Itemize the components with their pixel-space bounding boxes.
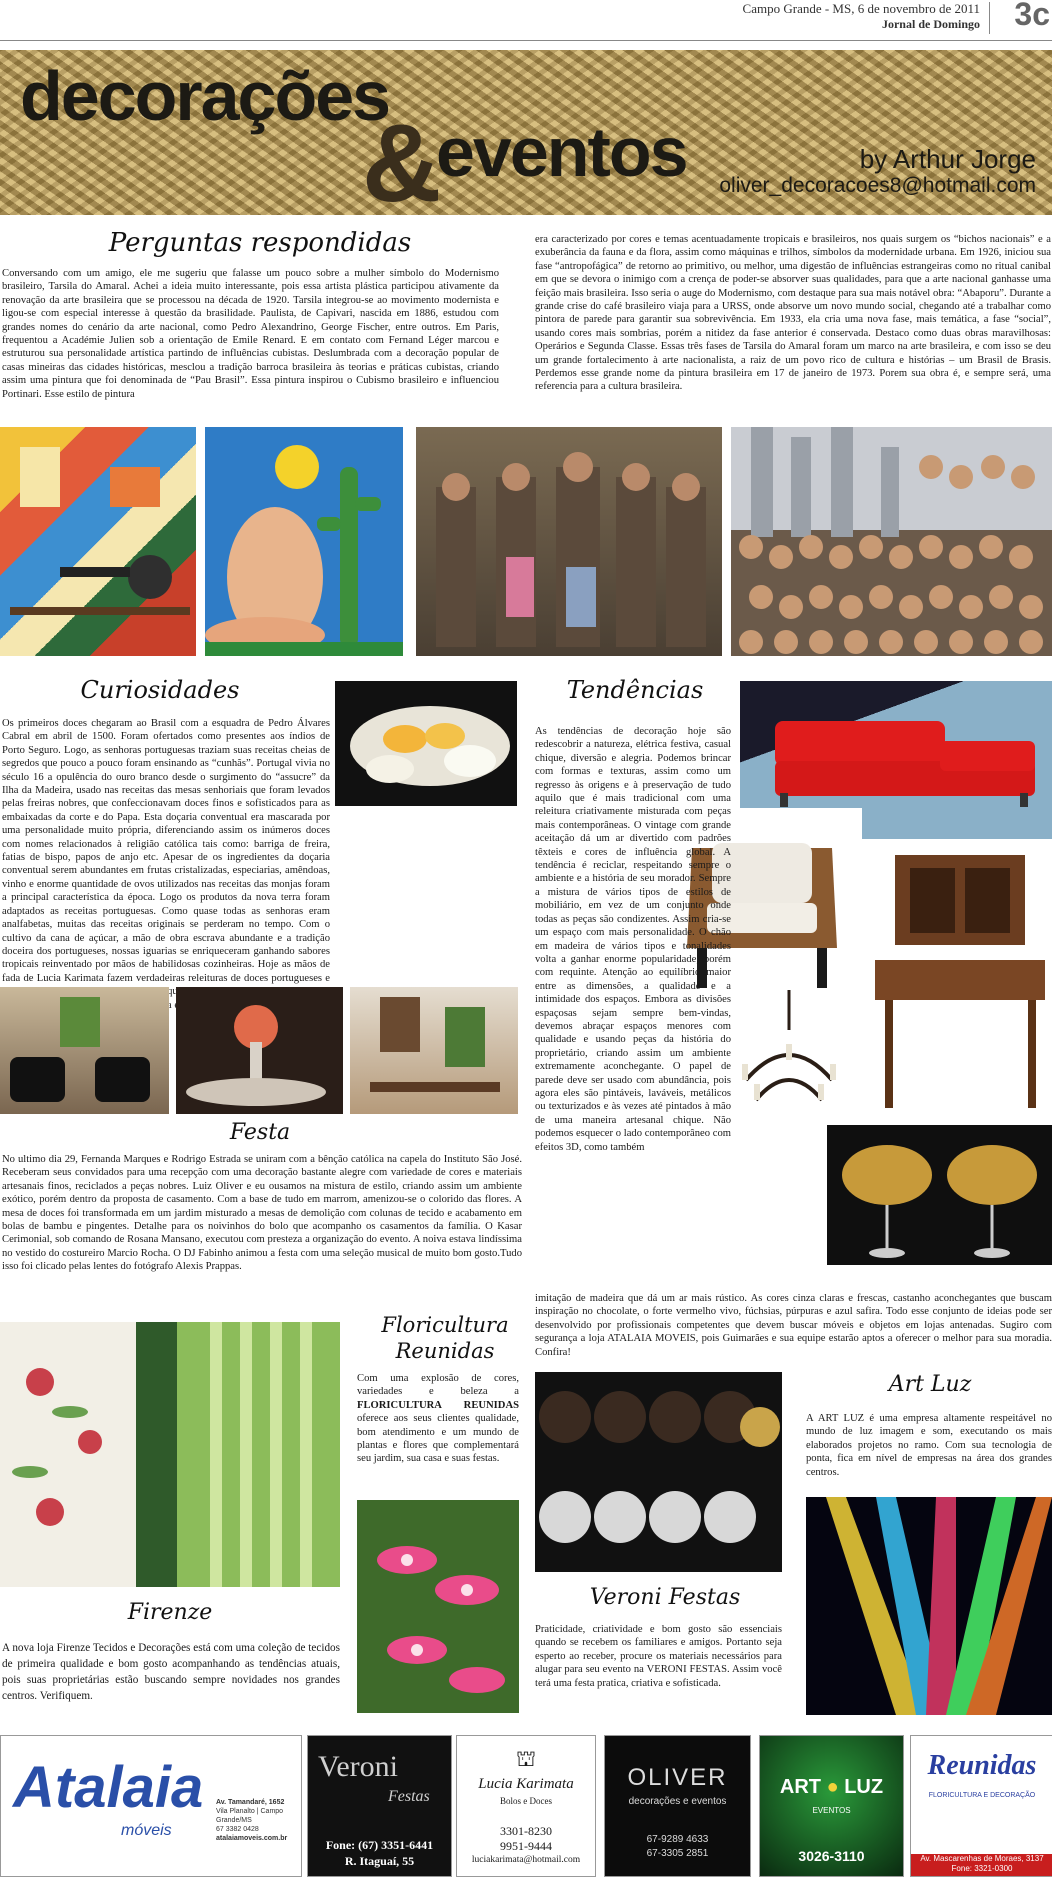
tendencias-body1-part-a — [535, 725, 731, 1154]
plates-shapes — [535, 1372, 782, 1572]
operarios-faces — [731, 427, 1052, 656]
photo-gold-lamps — [827, 1125, 1052, 1265]
floricultura-body-strong: FLORICULTURA REUNIDAS — [357, 1399, 519, 1411]
veroni-ad-sub: Festas — [388, 1788, 430, 1805]
abaporu-shapes — [205, 427, 403, 656]
oliver-phone2: 67-3305 2851 — [646, 1848, 709, 1859]
painting-eфc-central — [0, 427, 196, 656]
segunda-classe-figures — [416, 427, 722, 656]
atalaia-sub: móveis — [121, 1822, 172, 1839]
lucia-sub: Bolos e Doces — [500, 1796, 552, 1806]
tendencias-body1: As tendências de decoração hoje são redescobrir a natureza, elétrica festiva, casual chique, diversão e alegria. Podemos brincar com formas e texturas, assim como um regresso às origens e à preservação de tudo aquilo que é mais tradicional com uma releitura criativamente misturada com peças mais contemporâneas. O vintage com grande aceitação dá um ar divertido com padrões têxteis e cores de influência global. A tendência é reciclar, respeitando sempre o ambiente e a história de seu morador. Sempre a mistura de vários tipos de estilos de mobiliário, em vez de um conjunto onde todas as peças são condizentes. Assim cria-se um espaço com mais personalidade. O chão em madeira de vários tipos e tonalidades volta a ganhar enorme popularidade, porém com requinte. Atenção ao equilíbrio maior entre as dimensões, a qualidade e a intimidade dos espaços. Embora as divisões espaçosas sejam sempre bem-vindas, devemos abraçar espaços menores com qualidade e usando peças da história do proprietário, criando assim um ambiente extremamente aconchegante. O papel de parede deve ser usado com abundância, pois agora eles são pintáveis, laváveis, metálicos ou texturizados e às vezes até pintados à mão de uma maneira artesanal chique. Não podemos esquecer o lado contemporâneo com efeitos 3D, como também — [535, 726, 731, 1153]
bulb-icon: ● — [826, 1776, 839, 1798]
atalaia-address — [216, 1798, 300, 1843]
curiosidades-title: Curiosidades — [80, 676, 240, 704]
artluz-ad-phone: 3026-3110 — [798, 1848, 865, 1864]
curiosidades-body-narrow — [2, 717, 330, 1012]
veroni-ad-address: R. Itaguaí, 55 — [344, 1854, 415, 1868]
veroni-body: Praticidade, criatividade e bom gosto são essenciais quando se recebem os familiares e amigos. Portanto seja esperto ao receber, procure os materiais necessários para alugar para seu evento na VERONI FESTAS. Assim você terá uma festa pratica, criativa e sofisticada. — [535, 1624, 782, 1689]
floricultura-title: Floricultura Reunidas — [381, 1313, 509, 1363]
tendencias-body2: imitação de madeira que dá um ar mais rústico. As cores cinza claras e frescas, castanho aconchegantes que buscam inspiração no chocolate, o forte vermelho vivo, fúchsias, púrpuras e azul safira. Todo esse conjunto de ideias pode ser desenvolvido por profissionais competentes que devem buscar móveis e objetos em lojas antenadas. Sugiro com segurança a loja ATALAIA MOVEIS, pois Guimarães e sua equipe estarão aptos a oferecer o melhor para sua moradia. Confira! — [535, 1293, 1052, 1358]
photo-veroni-plates — [535, 1372, 782, 1572]
photo-artluz-lights — [806, 1497, 1052, 1715]
tendencias-title: Tendências — [566, 676, 704, 704]
festa-title: Festa — [229, 1120, 291, 1145]
photo-festa-mirror — [350, 987, 518, 1114]
fabrics-shapes — [0, 1322, 340, 1587]
section-banner — [0, 50, 1052, 225]
photo-pink-lilies — [357, 1500, 519, 1713]
lilies-shapes — [357, 1500, 519, 1713]
artluz-ad-logo — [760, 1776, 903, 1799]
painting-efc-shapes — [0, 427, 196, 656]
lamps-shapes — [827, 1125, 1052, 1265]
perguntas-col1: Conversando com um amigo, ele me sugeriu que falasse um pouco sobre a mulher símbolo do Modernismo brasileiro, Tarsila do Amaral. Achei a ideia muito interessante, pois essa artista plástica participou ativamente da renovação da arte brasileira que se processou na década de 1920. Tarsila integrou-se ao movimento modernista e ligou-se com especial interesse à questão da brasilidade. Paulista, de Capivari, nascida em 1886, estudou com grandes nomes do cenário da arte nacional, como Pedro Alexandrino, George Fischer, entre outros. Em Paris, frequentou a Académie Julien sob a orientação de Emile Renard. E em contato com Fernand Léger marcou e estruturou sua personalidade artística partindo de influências cubistas. Deslumbrada com a decoração popular de casas mineiras das cidades históricas, mesclou a tradição barroca brasileira às teorias e práticas cubistas, criando assim uma pintura que foi denominada de “Pau Brasil”. Essa pintura inspirou o Cubismo brasileiro e influenciou Portinari. Esse estilo de pintura — [2, 268, 499, 400]
veroni-ad-phone: Fone: (67) 3351-6441 — [325, 1838, 434, 1852]
ad-atalaia[interactable] — [0, 1735, 302, 1877]
oliver-phone1: 67-9289 4633 — [646, 1834, 709, 1845]
ad-veroni[interactable] — [307, 1735, 452, 1877]
dateline-block — [743, 1, 980, 32]
photo-chandelier — [726, 990, 852, 1140]
photo-portuguese-sweets — [335, 681, 517, 806]
curiosidades-body: Os primeiros doces chegaram ao Brasil com a esquadra de Pedro Álvares Cabral em abril de 1500. Foram ofertados como presentes aos índios de Porto Seguro. Logo, as senhoras portuguesas traziam suas receitas cheias de segredos que pouco a pouco foram ensinando as “cunhãs”. Portugal vivia no século 16 a opulência do ouro branco desde o surgimento do “assucre” da Ilha da Madeira, usado nas receitas das mesas senhoriais que foram levados pelas freiras nobres, que confeccionavam doces finos e sofisticados para as embaixadas da corte e do Papa. Esta doçaria conventual era mascarada por uma personalidade muito própria, diferenciando assim os inúmeros doces com nomes relacionados à religião católica tais como: barriga de freira, fatias de bispo, papos de anjo etc. Apesar de os ingredientes da doçaria conventual serem abundantes em frutas cristalizadas, especiarias, amêndoas, vinho e enorme quantidade de ovos utilizados nas receitas das monjas foram a principal característica da época. Logo os produtos da nova terra foram adaptados as receitas portuguesas. Como quase todas as senhoras eram analfabetas, muitas das receitas originais se perderam no tempo. Com o cultivo da cana de açúcar, a mão de obra escrava abundante e a tradição doceira dos portugueses, nossas iguarias se enriqueceram ganhando sabores tropicais reinventado por mãos de habilidosas cozinheiras. Hoje as mãos de fada de Lucia Karimata fazem verdadeiras releituras de doces portugueses e que — [2, 718, 330, 998]
ad-artluz[interactable] — [759, 1735, 904, 1877]
artluz-body: A ART LUZ é uma empresa altamente respeitável no mundo de luz imagem e som, executando os mais elaborados projetos no ramo. Com sua tecnologia de ponta, fica em nível de empresas na área dos grandes centros. — [806, 1413, 1052, 1478]
atalaia-phone: 67 3382 0428 — [216, 1826, 259, 1833]
page-header-bar — [0, 0, 1052, 41]
atalaia-site: atalaiamoveis.com.br — [216, 1835, 288, 1842]
lights-shapes — [806, 1497, 1052, 1715]
cake-icon: ⛫ — [515, 1746, 537, 1771]
atalaia-addr1: Av. Tamandaré, 1652 — [216, 1799, 285, 1806]
festa-body: No ultimo dia 29, Fernanda Marques e Rodrigo Estrada se uniram com a bênção católica na capela do Instituto São José. Receberam seus convidados para uma recepção com uma decoração bastante alegre com variedade de cores e materiais artesanais finos, reciclados a peças nobres. Luiz Oliver e eu ousamos na mistura de estilo, criando assim um ambiente exótico, porém dentro da proposta de casamento. Com a base de tudo em marrom, amenizou-se o colorido das flores. A mesa de doces foi transformada em um jardim misturado a mesas de demolição com colunas de tecido e acabamento em bolas de bambu e pingentes. Detalhe para os noivinhos do bolo que acompanho os casamentos da família. O Kasar Cerimonial, sob comando de Rosana Mansano, executou com presteza a organização do evento. A noiva estava lindíssima no vestido do costureiro Marcio Rocha. O DJ Fabinho animou a festa com uma seleção musical de muito bom gosto.Tudo isso foi clicado pelas lentes do fotógrafo Alexis Prappas. — [2, 1154, 522, 1273]
artluz-ad-sub: EVENTOS — [812, 1806, 851, 1815]
perguntas-col2: era caracterizado por cores e temas acentuadamente tropicais e brasileiros, nos quais surgem os “bichos nacionais” e a exuberância da fauna e da flora, assim como máquinas e trilhos, símbolos da modernidade urbana. Em 1926, iniciou sua fase “antropofágica” de retorno ao primitivo, ou melhor, uma digestão de influências estrangeiras como no ritual canibal em que se devora o inimigo com a crença de poder-se absorver suas qualidades, para que a arte nacional ganhasse uma feição mais brasileira. Isso seria o auge do Modernismo, com destaque para sua mais notável obra: “Abaporu”. Durante a grande crise do café brasileiro viaja para a URSS, onde absorve um novo mundo social, chegando até a trabalhar como pintora de parede para garantir sua sobrevivência. Em 1933, ela cria uma nova fase, mais temática, a fase “social”, usando cores mais sombrias, porém a nitidez da fase anterior é conservada. Destaco como duas obras maravilhosas: Operários e Segunda Classe. Essas três fases de Tarsila do Amaral foram um marco na arte brasileira, e com isso se deu um grande fortalecimento à arte nacionalista, a raiz de um povo rico de cultura e histórias – um Brasil de Brasis. Perdemos esse grande nome da pintura brasileira em 17 de janeiro de 1973. Porem sua obra é, e sempre será, uma referencia para a cultura brasileira. — [535, 234, 1051, 393]
dateline: Campo Grande - MS, 6 de novembro de 2011 — [742, 1, 980, 16]
festa-mirror-shapes — [350, 987, 518, 1114]
perguntas-title: Perguntas respondidas — [108, 228, 412, 258]
painting-abaporu — [205, 427, 403, 656]
armchairs-shapes — [0, 987, 169, 1114]
reunidas-phone: Fone: 3321-0300 — [951, 1864, 1013, 1873]
painting-segunda-classe — [416, 427, 722, 656]
chandelier-shapes — [726, 990, 852, 1140]
firenze-body: A nova loja Firenze Tecidos e Decorações está com uma coleção de tecidos de primeira qualidade e bom gosto acompanhando as tendências atuais, pois suas proprietárias estão buscando sempre novidades nos grandes centros. Verifiquem. — [2, 1642, 340, 1702]
reunidas-logo: Reunidas — [927, 1750, 1037, 1781]
banner-title-eventos: eventos — [436, 113, 687, 191]
photo-wooden-desk — [870, 850, 1052, 1112]
floricultura-body-pre: Com uma explosão de cores, variedades e beleza a — [357, 1373, 519, 1398]
ad-reunidas[interactable] — [910, 1735, 1052, 1877]
ad-oliver[interactable] — [604, 1735, 751, 1877]
photo-firenze-fabrics — [0, 1322, 340, 1587]
oliver-logo: OLIVER — [627, 1764, 728, 1791]
desk-shapes — [870, 850, 1052, 1112]
lucia-phone1: 3301-8230 — [500, 1824, 552, 1838]
artluz-ad-logo2: LUZ — [844, 1776, 884, 1798]
newspaper-name: Jornal de Domingo — [881, 17, 980, 31]
firenze-title: Firenze — [127, 1600, 213, 1625]
oliver-sub: decorações e eventos — [628, 1796, 727, 1807]
lucia-phone2: 9951-9444 — [500, 1839, 552, 1853]
banner-ampersand: & — [362, 102, 442, 225]
lucia-email: luciakarimata@hotmail.com — [471, 1855, 581, 1865]
veroni-title: Veroni Festas — [589, 1585, 741, 1610]
artluz-title: Art Luz — [888, 1372, 972, 1397]
lucia-logo: Lucia Karimata — [478, 1776, 574, 1792]
reunidas-sub: FLORICULTURA E DECORAÇÃO — [928, 1792, 1036, 1799]
reunidas-address: Av. Mascarenhas de Moraes, 3137 — [920, 1854, 1044, 1863]
sweets-shapes — [335, 681, 517, 806]
atalaia-addr2: Vila Planalto | Campo Grande/MS — [216, 1808, 284, 1824]
artluz-ad-logo1: ART — [779, 1776, 821, 1798]
photo-festa-armchairs — [0, 987, 169, 1114]
painting-operarios — [731, 427, 1052, 656]
photo-festa-table — [176, 987, 343, 1114]
atalaia-logo: Atalaia — [13, 1755, 204, 1820]
banner-byline: by Arthur Jorge — [859, 144, 1036, 174]
reunidas-footer — [911, 1854, 1052, 1876]
banner-title-decoracoes: decorações — [20, 57, 390, 135]
page-number: 3c — [1014, 0, 1050, 32]
festa-table-shapes — [176, 987, 343, 1114]
ad-lucia-karimata[interactable] — [456, 1735, 596, 1877]
floricultura-body-post: oferece aos seus clientes qualidade, bom atendimento e um mundo de plantas e flores que complementará seu jardim, sua casa e suas festas. — [357, 1413, 519, 1465]
header-divider — [989, 2, 990, 34]
veroni-ad-logo: Veroni — [318, 1750, 398, 1783]
floricultura-body — [357, 1372, 519, 1466]
banner-email: oliver_decoracoes8@hotmail.com — [719, 174, 1036, 197]
